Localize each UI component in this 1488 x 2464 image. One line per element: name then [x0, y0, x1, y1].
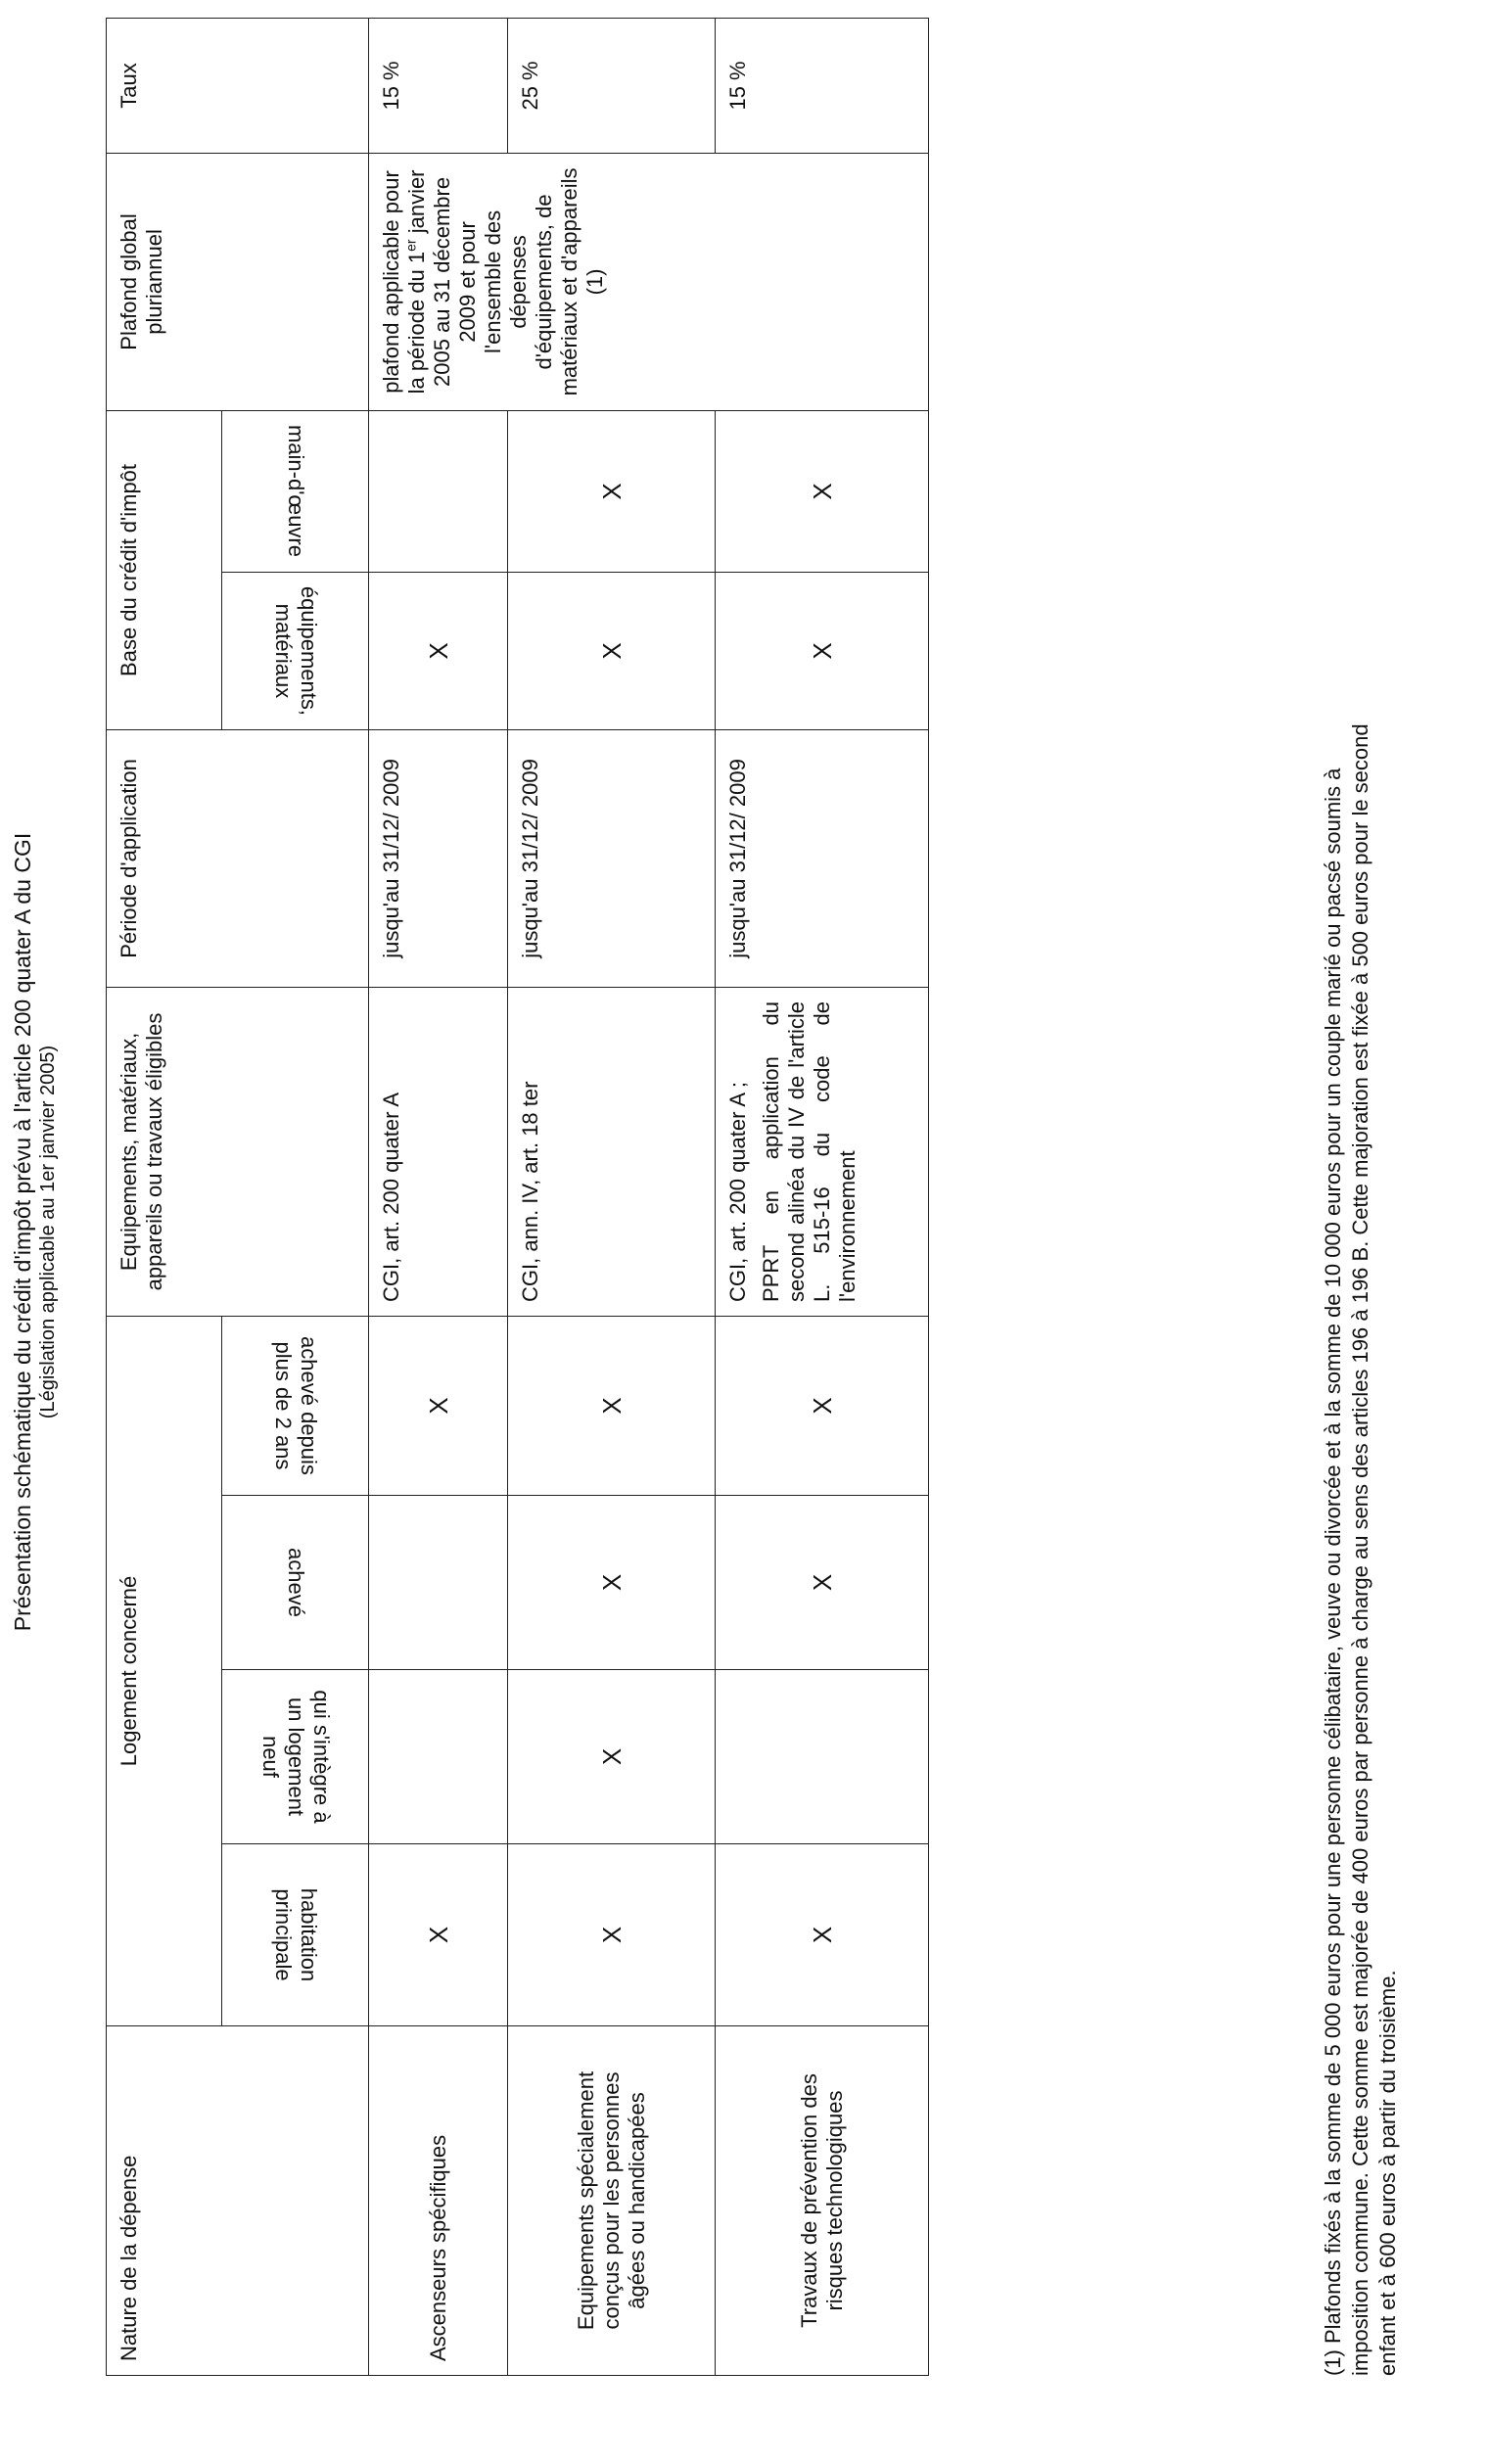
credit-table [106, 18, 929, 2376]
cell-acheve-2-ans: X [369, 1316, 508, 1495]
plafond-note: (1) [582, 268, 607, 296]
cell-base-mo [369, 410, 508, 572]
cell-neuf: X [508, 1670, 716, 1844]
cell-periode: jusqu'au 31/12/ 2009 [508, 729, 716, 987]
cell-base-mo: X [716, 410, 929, 572]
cell-taux: 15 % [369, 18, 508, 153]
cell-equipements: CGI, art. 200 quater A ; PPRT en application du second alinéa du IV de l'article L. 515-16 du code de l'environnement [716, 987, 929, 1316]
header-nature: Nature de la dépense [107, 2026, 369, 2376]
footnote-line: imposition commune. Cette somme est majorée de 400 euros par personne à charge au sens des articles 196 à 196 B. Cette majoration est fixée à 500 euros pour le second [1348, 723, 1372, 2376]
cell-equipements: CGI, ann. IV, art. 18 ter [508, 987, 716, 1316]
cell-acheve [369, 1496, 508, 1670]
cell-habitation: X [508, 1844, 716, 2026]
subheader-base-equipements: équipements, matériaux [222, 572, 369, 729]
header-row [107, 18, 222, 2375]
cell-periode: jusqu'au 31/12/ 2009 [716, 729, 929, 987]
subheader-acheve: achevé [222, 1496, 369, 1670]
table-row [369, 18, 508, 2375]
cell-periode: jusqu'au 31/12/ 2009 [369, 729, 508, 987]
footnote-line: (1) Plafonds fixés à la somme de 5 000 euros pour une personne célibataire, veuve ou divorcée et à la somme de 10 000 euros pour un couple marié ou pacsé soumis à [1321, 767, 1345, 2376]
cell-neuf [716, 1670, 929, 1844]
header-logement: Logement concerné [107, 1316, 222, 2025]
document-subtitle: (Législation applicable au 1er janvier 2005) [37, 1045, 59, 1419]
subheader-habitation: habitation principale [222, 1844, 369, 2026]
header-periode: Période d'application [107, 729, 369, 987]
cell-base-equip: X [369, 572, 508, 729]
footnote [1320, 19, 1402, 2376]
header-taux: Taux [107, 18, 369, 153]
subheader-acheve-2-ans: achevé depuis plus de 2 ans [222, 1316, 369, 1495]
cell-neuf [369, 1670, 508, 1844]
cell-taux: 15 % [716, 18, 929, 153]
subheader-neuf: qui s'intègre à un logement neuf [222, 1670, 369, 1844]
subheader-base-main-oeuvre: main-d'œuvre [222, 410, 369, 572]
row-nature: Travaux de prévention des risques technologiques [716, 2026, 929, 2376]
cell-habitation: X [716, 1844, 929, 2026]
row-nature: Equipements spécialement conçus pour les personnes âgées ou handicapées [508, 2026, 716, 2376]
header-base: Base du crédit d'impôt [107, 410, 222, 729]
cell-taux: 25 % [508, 18, 716, 153]
cell-acheve: X [716, 1496, 929, 1670]
footnote-line: enfant et à 600 euros à partir du troisième. [1375, 1970, 1400, 2376]
header-plafond: Plafond global pluriannuel [107, 153, 369, 410]
header-equipements: Equipements, matériaux, appareils ou travaux éligibles [107, 987, 369, 1316]
cell-equipements: CGI, art. 200 quater A [369, 987, 508, 1316]
cell-habitation: X [369, 1844, 508, 2026]
cell-acheve-2-ans: X [716, 1316, 929, 1495]
row-nature: Ascenseurs spécifiques [369, 2026, 508, 2376]
cell-base-mo: X [508, 410, 716, 572]
cell-base-equip: X [716, 572, 929, 729]
cell-base-equip: X [508, 572, 716, 729]
cell-acheve: X [508, 1496, 716, 1670]
document-title: Présentation schématique du crédit d'impôt prévu à l'article 200 quater A du CGI [10, 832, 35, 1632]
cell-acheve-2-ans: X [508, 1316, 716, 1495]
cell-plafond: plafond applicable pour la période du 1er janvier 2005 au 31 décembre 2009 et pour l'ensemble des dépenses d'équipements, de matériaux et d'appareils (1) [369, 153, 929, 410]
